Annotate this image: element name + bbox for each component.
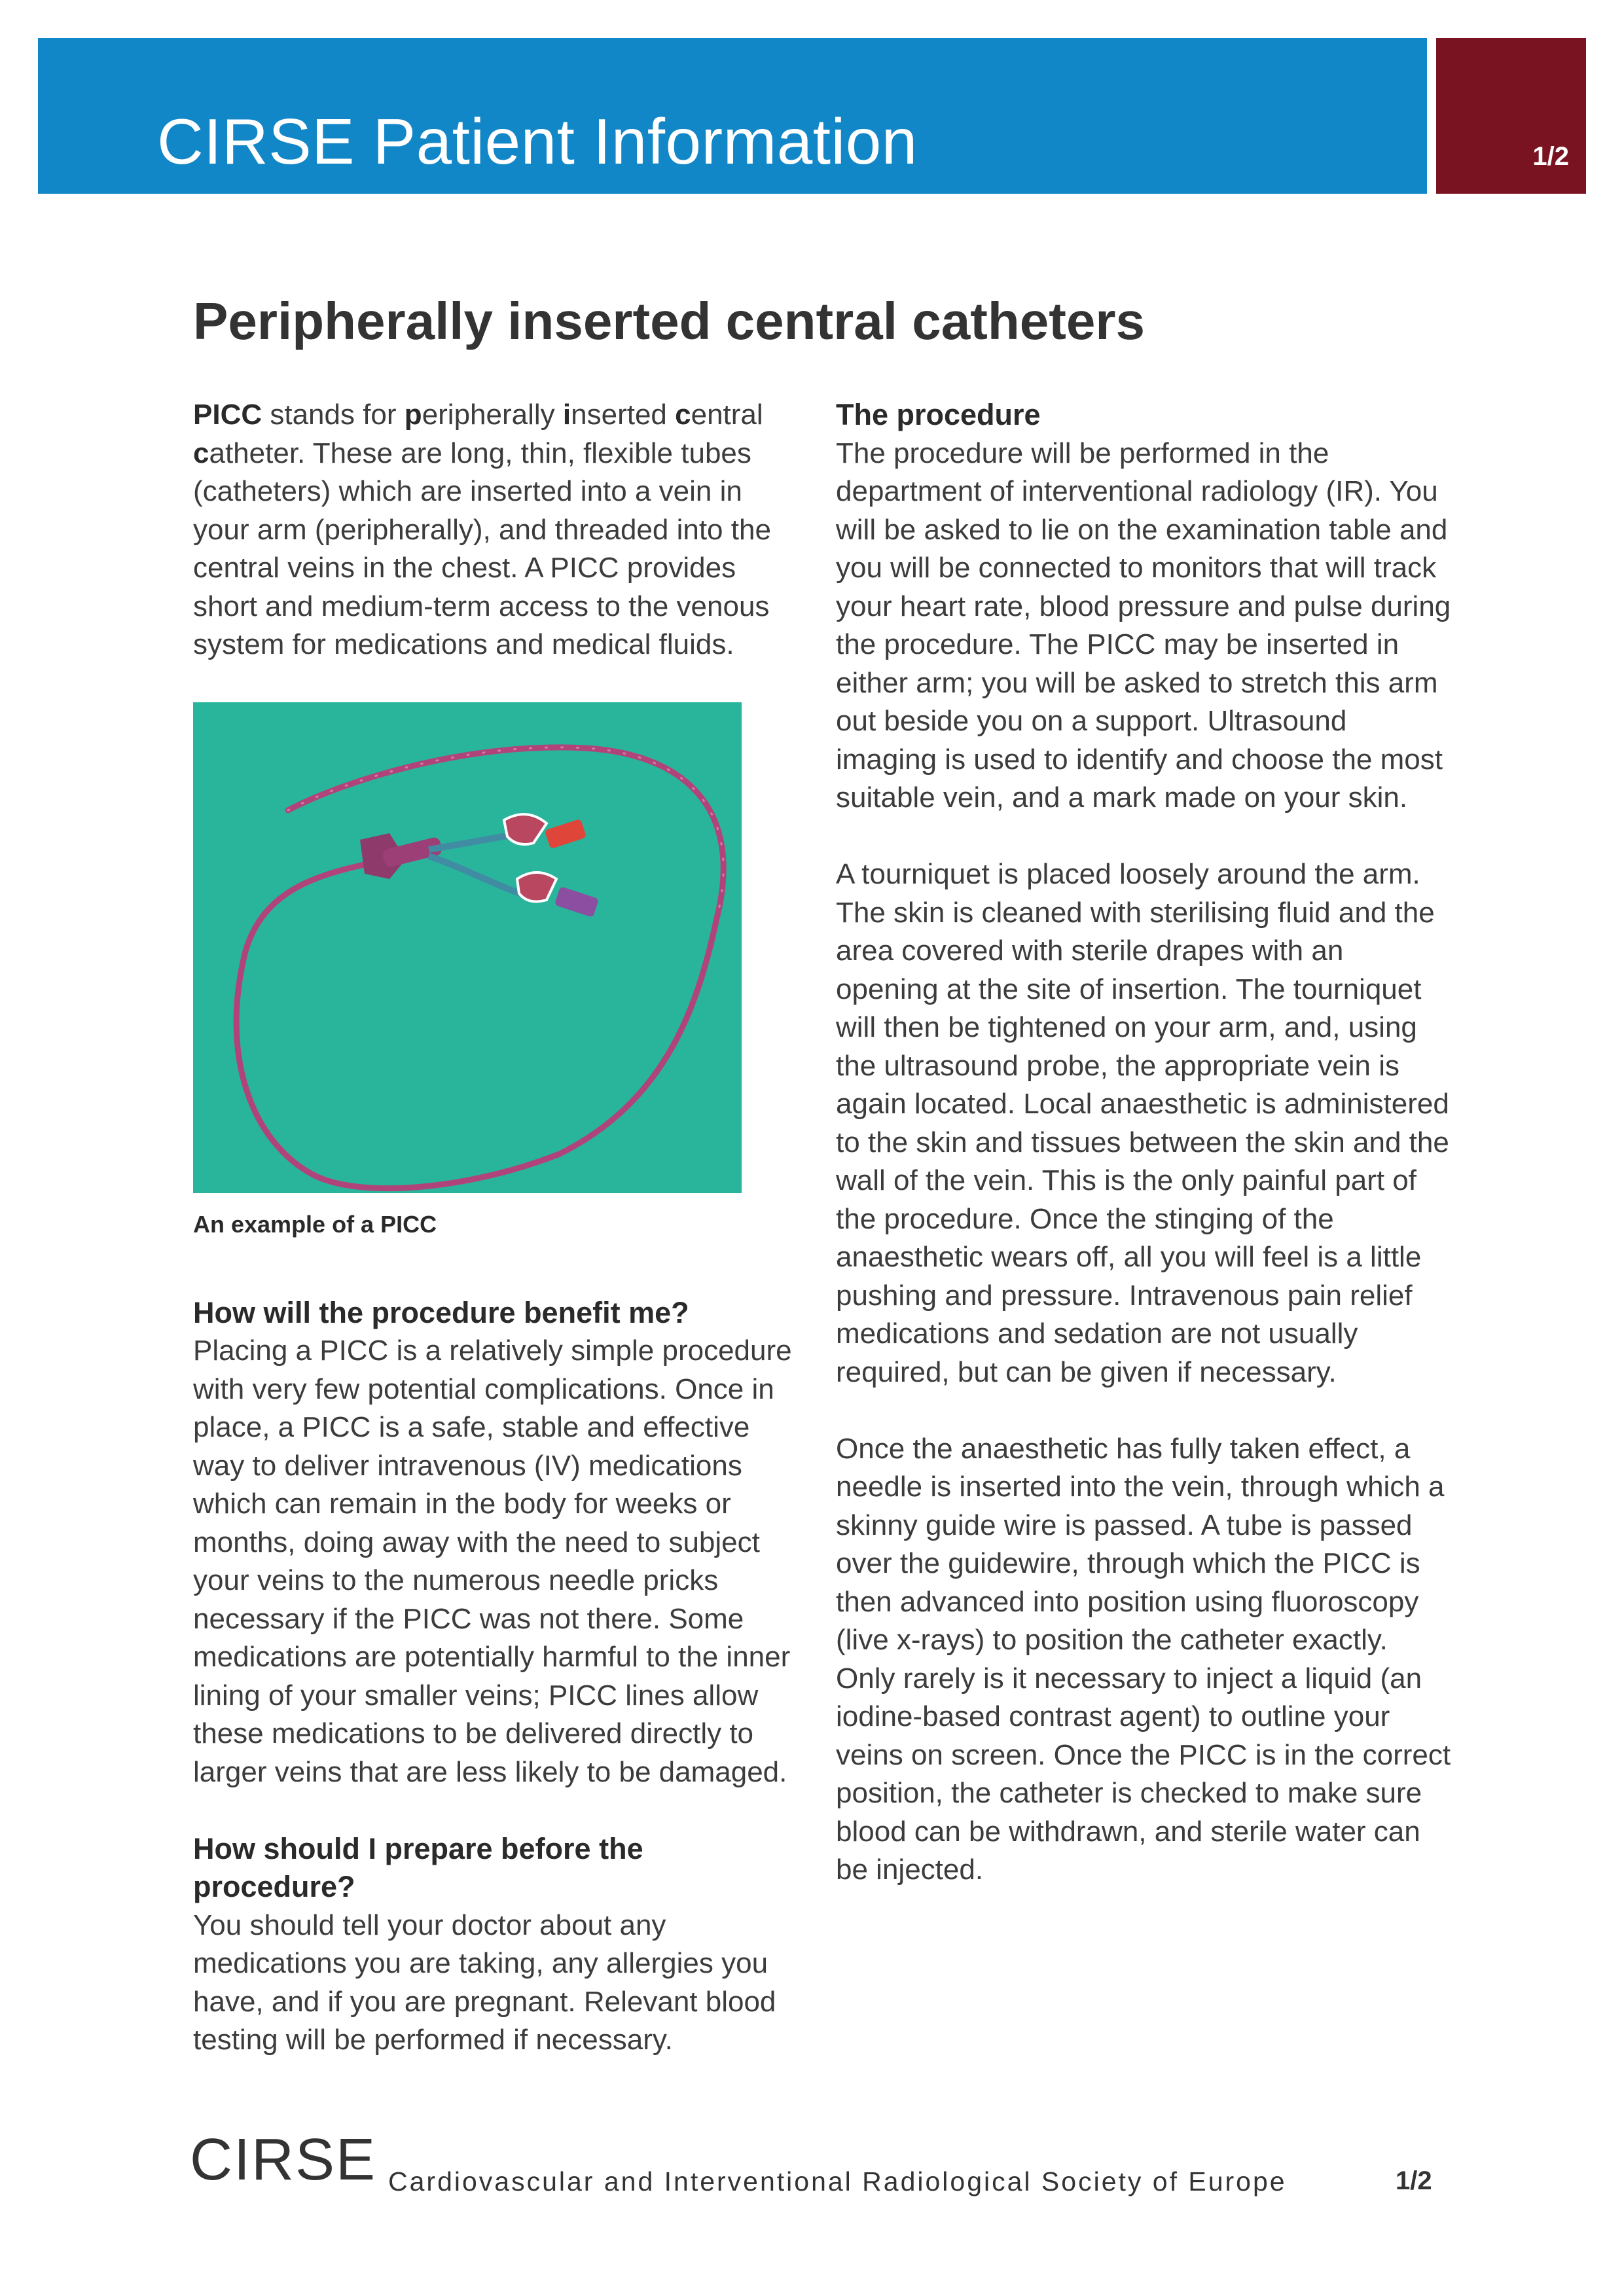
figure-caption: An example of a PICC bbox=[193, 1210, 437, 1238]
footer-organization: Cardiovascular and Interventional Radiological Society of Europe bbox=[388, 2166, 1287, 2197]
left-column bbox=[193, 396, 795, 2060]
procedure-paragraph-3: Once the anaesthetic has fully taken effect, a needle is inserted into the vein, through which a skinny guide wire is passed. A tube is passed over the guidewire, through which the PICC is then advanced into position using fluoroscopy (live x-rays) to position the catheter exactly. Only rarely is it necessary to inject a liquid (an iodine-based contrast agent) to outline your veins on screen. Once the PICC is in the correct position, the catheter is checked to make sure blood can be withdrawn, and sterile water can be injected. bbox=[836, 1432, 1451, 1886]
procedure-paragraph-1: The procedure will be performed in the department of interventional radiology (IR). You will be asked to lie on the examination table and you will be connected to monitors that will track your heart rate, blood pressure and pulse during the procedure. The PICC may be inserted in either arm; you will be asked to stretch this arm out beside you on a support. Ultrasound imaging is used to identify and choose the most suitable vein, and a mark made on your skin. bbox=[836, 437, 1451, 814]
procedure-heading: The procedure bbox=[836, 398, 1041, 431]
picc-term: PICC bbox=[193, 399, 262, 431]
right-column bbox=[836, 396, 1451, 1890]
procedure-paragraph-2: A tourniquet is placed loosely around the arm. The skin is cleaned with sterilising fluid and the area covered with sterile drapes with an opening at the site of insertion. The tourniquet will then be tightened on your arm, and, using the ultrasound probe, the appropriate vein is again located. Local anaesthetic is administered to the skin and tissues between the skin and the wall of the vein. This is the only painful part of the procedure. Once the stinging of the anaesthetic wears off, all you will feel is a little pushing and pressure. Intravenous pain relief medications and sedation are not usually required, but can be given if necessary. bbox=[836, 858, 1449, 1388]
picc-catheter-illustration bbox=[193, 702, 742, 1193]
benefit-heading: How will the procedure benefit me? bbox=[193, 1295, 689, 1329]
header-page-number: 1/2 bbox=[1532, 142, 1569, 171]
header-title: CIRSE Patient Information bbox=[157, 105, 918, 177]
benefit-paragraph: Placing a PICC is a relatively simple procedure with very few potential complications. Once in place, a PICC is a safe, stable and effective way to deliver intravenous (IV) medications which can remain in the body for weeks or months, doing away with the need to subject your veins to the numerous needle pricks necessary if the PICC was not there. Some medications are potentially harmful to the inner lining of your smaller veins; PICC lines allow these medications to be delivered directly to larger veins that are less likely to be damaged. bbox=[193, 1335, 792, 1788]
footer-page-number: 1/2 bbox=[1396, 2166, 1432, 2195]
page-title: Peripherally inserted central catheters bbox=[193, 292, 1145, 350]
intro-paragraph: PICC stands for peripherally inserted central catheter. These are long, thin, flexible tubes (catheters) which are inserted into a vein in your arm (peripherally), and threaded into the central veins in the chest. A PICC provides short and medium-term access to the venous system for medications and medical fluids. bbox=[193, 399, 771, 660]
header-page-block bbox=[1436, 38, 1586, 194]
picc-photo bbox=[193, 702, 742, 1193]
cirse-logo: CIRSE bbox=[190, 2127, 377, 2193]
prepare-heading: How should I prepare before the procedure? bbox=[193, 1831, 643, 1903]
prepare-paragraph: You should tell your doctor about any medications you are taking, any allergies you have, and if you are pregnant. Relevant blood testing will be performed if necessary. bbox=[193, 1909, 776, 2056]
